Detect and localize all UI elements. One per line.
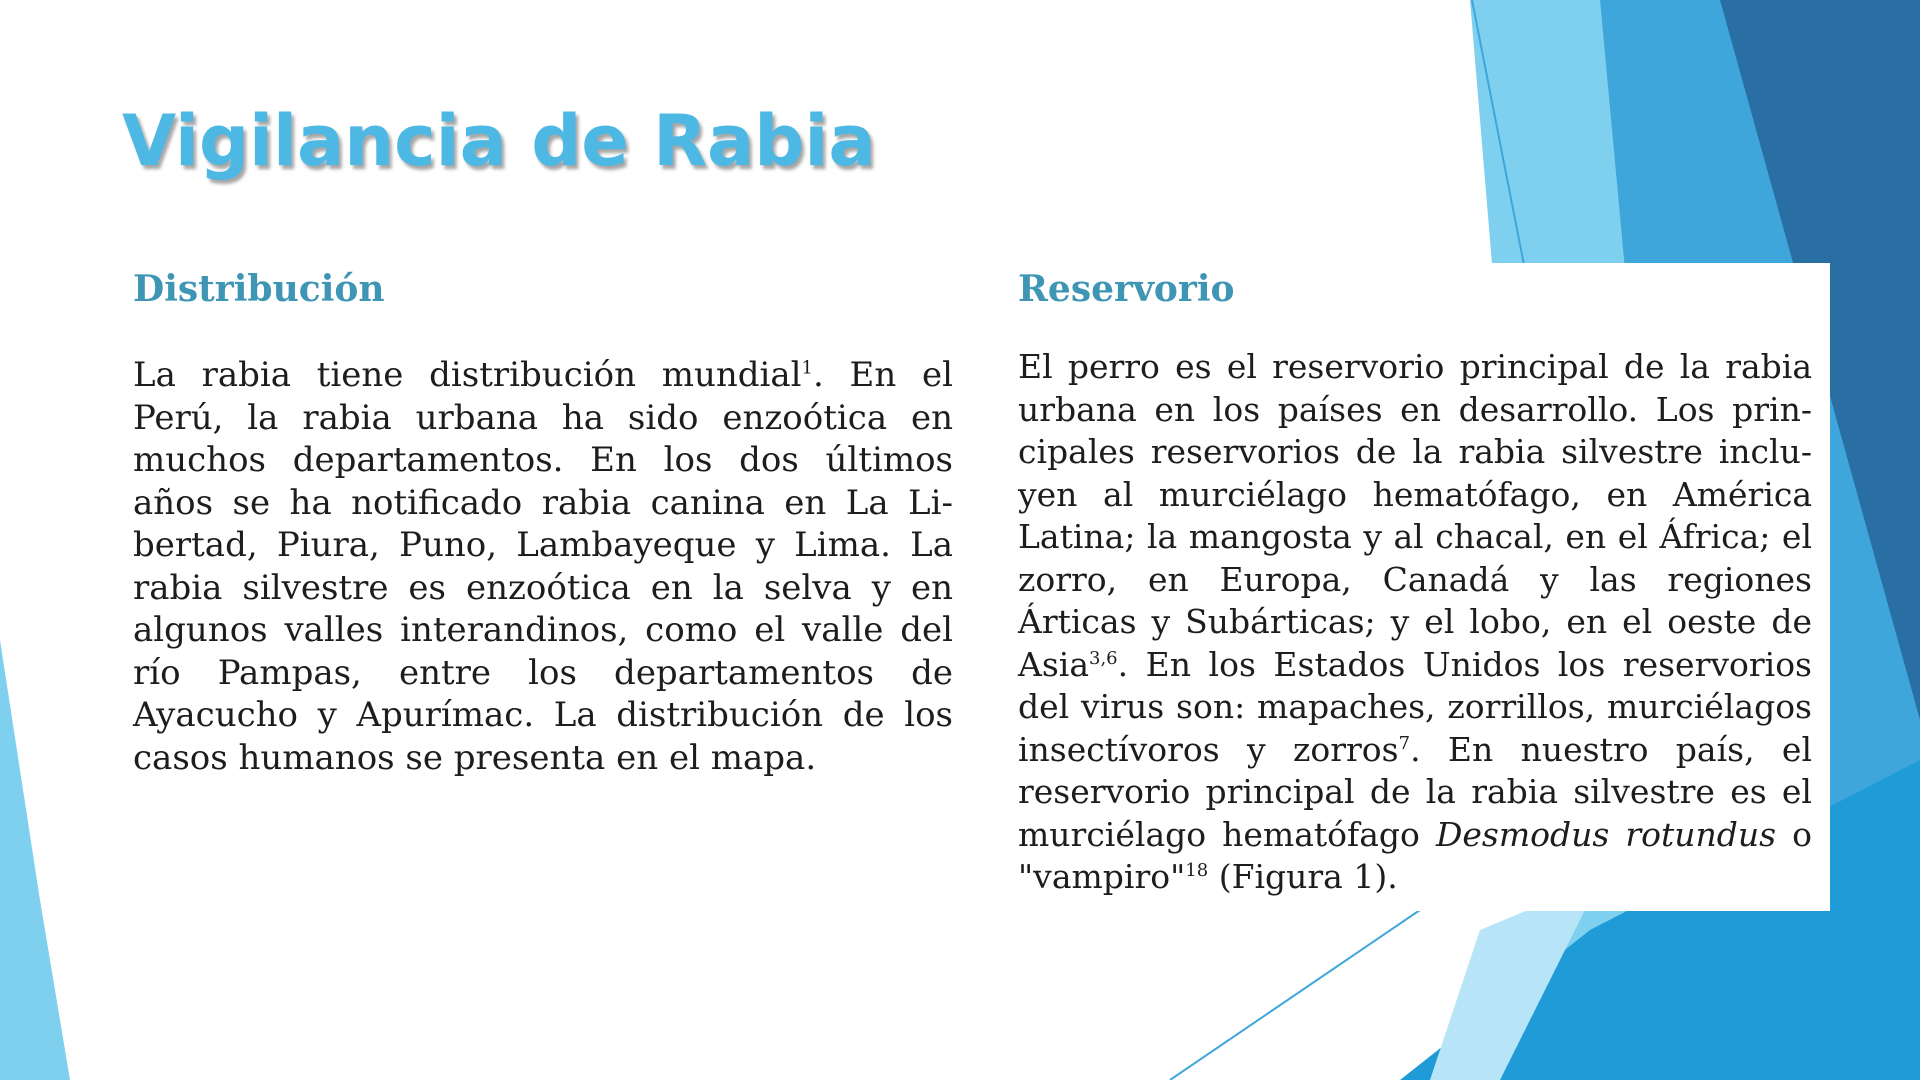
decor-shape-left (0, 640, 70, 1080)
decor-line-bottom (1170, 910, 1420, 1080)
distribucion-text-2: . En el Perú, la rabia urbana ha sido enzoótica en muchos departamentos. En los dos últimos años se ha notificado rabia canina en La Libertad, Piura, Puno, Lambayeque y Lima. La rabia silvestre es enzoótica en la selva y en algunos valles interandinos, como el valle del río Pampas, entre los departamentos de Ayacucho y Apurímac. La distribución de los casos humanos se presenta en el mapa. (133, 355, 953, 778)
reservorio-text-4: o "vampiro" (1018, 814, 1812, 896)
reservorio-text-1: El perro es el reservorio principal de la rabia urbana en los países en desarrollo. Los principales reservorios de la rabia silvestre incluyen al murciélago hematófago, en América Latina; la mangosta y al chacal, en el África; el zorro, en Europa, Canadá y las regiones Árticas y Subárticas; y el lobo, en el oeste de Asia (1018, 347, 1812, 684)
reservorio-section (1018, 262, 1812, 932)
distribucion-heading: Distribución (133, 268, 385, 310)
reservorio-text-5: (Figura 1). (1208, 857, 1398, 896)
reservorio-text-2: . En los Estados Unidos los reservorios del virus son: mapaches, zorrillos, murciélagos insectívoros y zorros (1018, 644, 1812, 769)
reference-3-6: 3,6 (1089, 647, 1118, 669)
distribucion-section (133, 262, 953, 813)
slide-title: Vigilancia de Rabia (122, 100, 876, 182)
reservorio-paragraph (1018, 346, 1812, 899)
reference-18: 18 (1185, 860, 1209, 881)
reference-7: 7 (1398, 732, 1411, 754)
reference-1: 1 (801, 357, 813, 379)
reservorio-heading: Reservorio (1018, 268, 1235, 310)
distribucion-text-1: La rabia tiene distribución mundial (133, 355, 802, 395)
species-name: Desmodus rotundus (1435, 814, 1777, 854)
reservorio-text-3: . En nuestro país, el reservorio principal de la rabia silvestre es el murciélago hematófago (1018, 729, 1813, 854)
distribucion-paragraph (133, 354, 953, 779)
